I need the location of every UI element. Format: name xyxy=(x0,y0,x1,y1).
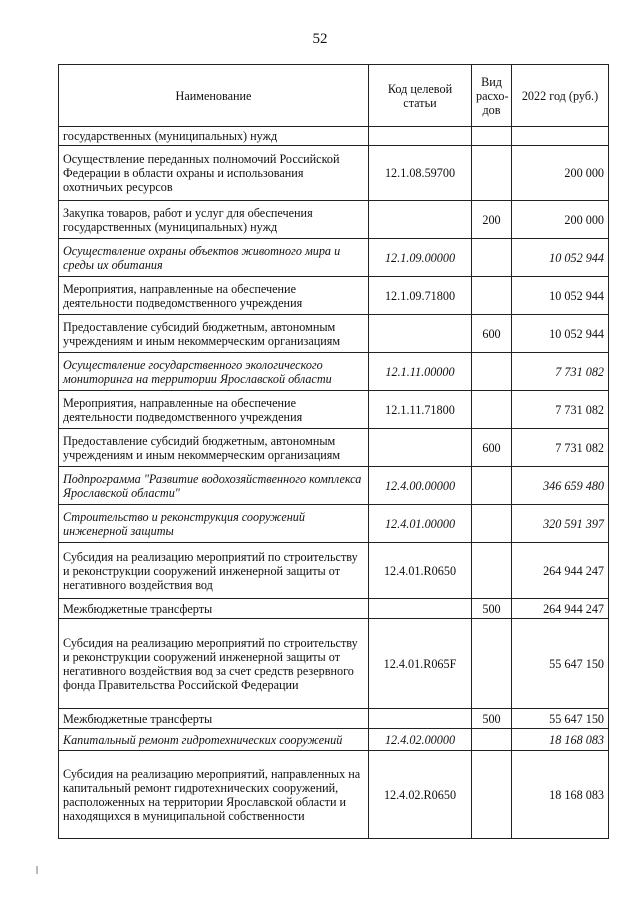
row-name: Строительство и реконструкция сооружений инженерной защиты xyxy=(59,505,369,543)
table-row xyxy=(59,391,609,429)
row-code: 12.4.02.R0650 xyxy=(369,751,472,839)
table-row xyxy=(59,127,609,146)
table-row xyxy=(59,467,609,505)
row-amount: 55 647 150 xyxy=(512,709,609,729)
table-body xyxy=(59,127,609,839)
table-row xyxy=(59,429,609,467)
row-expense-type: 600 xyxy=(472,429,512,467)
row-code xyxy=(369,599,472,619)
table-row xyxy=(59,353,609,391)
row-code: 12.1.11.71800 xyxy=(369,391,472,429)
margin-mark xyxy=(36,866,38,874)
row-name: Подпрограмма "Развитие водохозяйственного комплекса Ярославской области" xyxy=(59,467,369,505)
table-row xyxy=(59,709,609,729)
row-code: 12.4.00.00000 xyxy=(369,467,472,505)
row-expense-type: 500 xyxy=(472,599,512,619)
page-number: 52 xyxy=(312,31,328,47)
row-code: 12.1.08.59700 xyxy=(369,146,472,201)
row-amount: 7 731 082 xyxy=(512,353,609,391)
table-row xyxy=(59,277,609,315)
row-name: Капитальный ремонт гидротехнических сооружений xyxy=(59,729,369,751)
header-code: Код целевой статьи xyxy=(369,65,472,127)
table-row xyxy=(59,751,609,839)
row-code: 12.4.02.00000 xyxy=(369,729,472,751)
row-name: Осуществление охраны объектов животного мира и среды их обитания xyxy=(59,239,369,277)
row-name: Мероприятия, направленные на обеспечение деятельности подведомственного учреждения xyxy=(59,277,369,315)
row-code xyxy=(369,429,472,467)
row-amount: 55 647 150 xyxy=(512,619,609,709)
row-code: 12.4.01.00000 xyxy=(369,505,472,543)
row-amount: 18 168 083 xyxy=(512,751,609,839)
row-expense-type: 200 xyxy=(472,201,512,239)
row-expense-type xyxy=(472,619,512,709)
row-expense-type: 500 xyxy=(472,709,512,729)
row-code xyxy=(369,709,472,729)
row-expense-type xyxy=(472,543,512,599)
row-amount: 10 052 944 xyxy=(512,239,609,277)
row-expense-type xyxy=(472,751,512,839)
row-name: Закупка товаров, работ и услуг для обеспечения государственных (муниципальных) нужд xyxy=(59,201,369,239)
header-amount-2022: 2022 год (руб.) xyxy=(512,65,609,127)
row-code: 12.1.11.00000 xyxy=(369,353,472,391)
header-name: Наименование xyxy=(59,65,369,127)
row-name: государственных (муниципальных) нужд xyxy=(59,127,369,146)
table-row xyxy=(59,543,609,599)
table-row xyxy=(59,146,609,201)
row-amount: 264 944 247 xyxy=(512,543,609,599)
row-expense-type xyxy=(472,505,512,543)
row-amount: 200 000 xyxy=(512,201,609,239)
row-amount: 10 052 944 xyxy=(512,277,609,315)
row-amount: 10 052 944 xyxy=(512,315,609,353)
row-code: 12.1.09.00000 xyxy=(369,239,472,277)
row-name: Мероприятия, направленные на обеспечение деятельности подведомственного учреждения xyxy=(59,391,369,429)
row-amount: 320 591 397 xyxy=(512,505,609,543)
header-expense-type: Вид расхо-дов xyxy=(472,65,512,127)
row-name: Предоставление субсидий бюджетным, автономным учреждениям и иным некоммерческим организациям xyxy=(59,315,369,353)
row-code xyxy=(369,315,472,353)
row-name: Осуществление переданных полномочий Российской Федерации в области охраны и использования охотничьих ресурсов xyxy=(59,146,369,201)
row-expense-type xyxy=(472,277,512,315)
row-amount: 7 731 082 xyxy=(512,429,609,467)
row-name: Межбюджетные трансферты xyxy=(59,709,369,729)
table-row xyxy=(59,315,609,353)
row-name: Субсидия на реализацию мероприятий по строительству и реконструкции сооружений инженерной защиты от негативного воздействия вод за счет средств резервного фонда Правительства Российской Федерации xyxy=(59,619,369,709)
table-row xyxy=(59,599,609,619)
row-expense-type xyxy=(472,353,512,391)
row-expense-type: 600 xyxy=(472,315,512,353)
table-row xyxy=(59,505,609,543)
row-amount xyxy=(512,127,609,146)
row-name: Субсидия на реализацию мероприятий по строительству и реконструкции сооружений инженерной защиты от негативного воздействия вод xyxy=(59,543,369,599)
table-header xyxy=(59,65,609,127)
row-expense-type xyxy=(472,729,512,751)
row-name: Субсидия на реализацию мероприятий, направленных на капитальный ремонт гидротехнических сооружений, расположенных на территории Ярославской области и находящихся в муниципальной собственности xyxy=(59,751,369,839)
row-expense-type xyxy=(472,127,512,146)
row-code xyxy=(369,201,472,239)
row-code: 12.1.09.71800 xyxy=(369,277,472,315)
row-amount: 18 168 083 xyxy=(512,729,609,751)
row-code xyxy=(369,127,472,146)
row-amount: 7 731 082 xyxy=(512,391,609,429)
row-amount: 264 944 247 xyxy=(512,599,609,619)
row-code: 12.4.01.R0650 xyxy=(369,543,472,599)
row-name: Предоставление субсидий бюджетным, автономным учреждениям и иным некоммерческим организациям xyxy=(59,429,369,467)
row-name: Межбюджетные трансферты xyxy=(59,599,369,619)
row-amount: 200 000 xyxy=(512,146,609,201)
table-row xyxy=(59,729,609,751)
row-expense-type xyxy=(472,239,512,277)
budget-table xyxy=(58,64,609,839)
table-row xyxy=(59,239,609,277)
row-expense-type xyxy=(472,467,512,505)
row-expense-type xyxy=(472,391,512,429)
table-row xyxy=(59,201,609,239)
row-code: 12.4.01.R065F xyxy=(369,619,472,709)
row-expense-type xyxy=(472,146,512,201)
table-row xyxy=(59,619,609,709)
row-name: Осуществление государственного экологического мониторинга на территории Ярославской области xyxy=(59,353,369,391)
row-amount: 346 659 480 xyxy=(512,467,609,505)
